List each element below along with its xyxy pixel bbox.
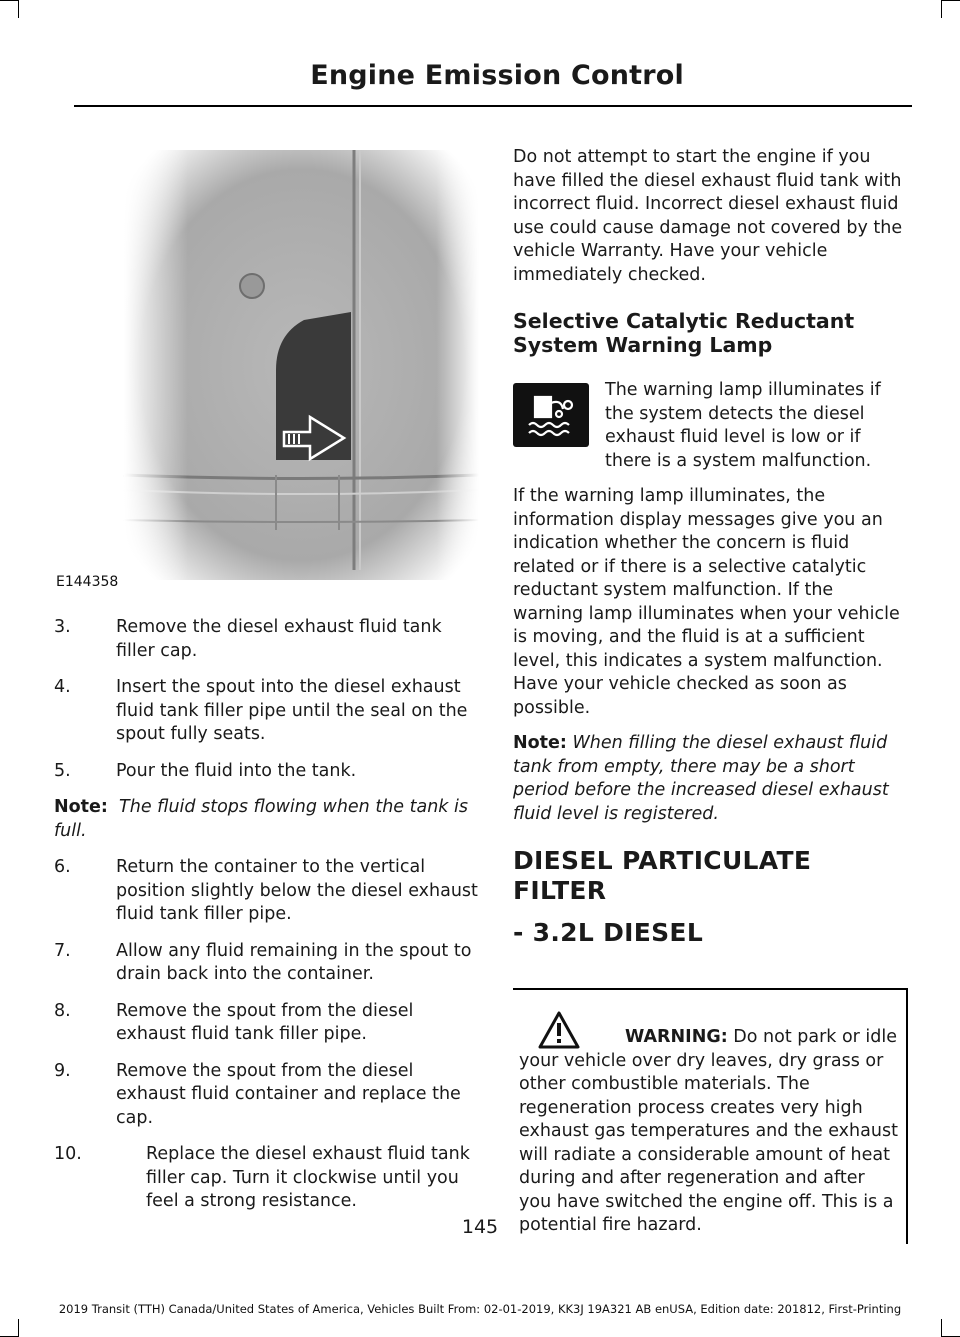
- warning-box: [513, 988, 908, 1244]
- step-text: Replace the diesel exhaust fluid tank filler cap. Turn it clockwise until you feel a strong resistance.: [146, 1144, 470, 1211]
- step-number: 6.: [54, 857, 71, 877]
- crop-mark: [18, 0, 19, 18]
- list-item: [54, 760, 479, 784]
- step-number: 8.: [54, 1000, 71, 1021]
- warning-lamp-block: [513, 379, 908, 473]
- right-column: [513, 146, 908, 1244]
- list-item: [54, 1000, 479, 1047]
- list-item: [54, 940, 479, 987]
- step-text: Pour the fluid into the tank.: [116, 760, 357, 781]
- fuel-door-illustration: [54, 120, 479, 590]
- lamp-description: The warning lamp illuminates if the system detects the diesel exhaust fluid level is low or if there is a system malfunction.: [605, 380, 881, 471]
- list-item: [54, 676, 479, 747]
- vehicle-side-image: [54, 120, 479, 590]
- step-number: 5.: [54, 760, 71, 781]
- figure-code: E144358: [56, 574, 119, 590]
- list-item: [54, 616, 479, 663]
- left-column: [54, 120, 479, 1227]
- note-label: Note:: [513, 733, 567, 753]
- step-number: 7.: [54, 940, 71, 961]
- warning-body: Do not park or idle your vehicle over dry leaves, dry grass or other combustible materials. The regeneration process creates very high exhaust gas temperatures and the exhaust will radiate a considerable amount of heat during and after regeneration and after you have switched the engine off. This is a potential fire hazard.: [519, 1027, 898, 1235]
- step-text: Remove the spout from the diesel exhaust fluid tank filler pipe.: [116, 1000, 414, 1044]
- note: [54, 796, 479, 843]
- def-warning-lamp-icon: [513, 383, 589, 447]
- crop-mark: [0, 0, 18, 1]
- page-title: Engine Emission Control: [310, 60, 684, 91]
- note-label: Note:: [54, 797, 108, 817]
- section-heading-scr: Selective Catalytic Reductant System Warning Lamp: [513, 309, 855, 357]
- step-number: 10.: [54, 1144, 82, 1164]
- step-text: Remove the spout from the diesel exhaust fluid container and replace the cap.: [116, 1060, 461, 1128]
- step-text: Remove the diesel exhaust fluid tank filler cap.: [116, 617, 442, 661]
- intro-paragraph: Do not attempt to start the engine if you have filled the diesel exhaust fluid tank with incorrect fluid. Incorrect diesel exhaust fluid use could cause damage not covered by the vehicle Warranty. Have your vehicle immediately checked.: [513, 147, 903, 285]
- note: [513, 732, 908, 826]
- note-text: The fluid stops flowing when the tank is full.: [54, 797, 468, 841]
- step-text: Return the container to the vertical position slightly below the diesel exhaust fluid tank filler pipe.: [116, 857, 478, 924]
- list-item: [54, 1060, 479, 1131]
- crop-mark: [941, 1319, 942, 1337]
- step-text: Allow any fluid remaining in the spout to drain back into the container.: [116, 940, 472, 984]
- step-number: 3.: [54, 617, 71, 637]
- note-text: When filling the diesel exhaust fluid tank from empty, there may be a short period before the increased diesel exhaust fluid level is registered.: [513, 733, 889, 824]
- footer-edition-line: 2019 Transit (TTH) Canada/United States of America, Vehicles Built From: 02-01-2019, KK3J 19A321 AB enUSA, Edition date: 201812, First-Printing: [58, 1302, 902, 1316]
- title-divider: [74, 105, 912, 107]
- list-item: [54, 856, 479, 927]
- crop-mark: [941, 0, 942, 18]
- step-text: Insert the spout into the diesel exhaust fluid tank filler pipe until the seal on the spout fully seats.: [116, 677, 468, 744]
- crop-mark: [942, 0, 960, 1]
- list-item: [54, 1143, 479, 1214]
- step-number: 4.: [54, 677, 71, 697]
- procedure-steps: [54, 616, 479, 1214]
- warning-triangle-icon: [537, 1010, 581, 1050]
- section-heading-dpf: DIESEL PARTICULATE FILTER: [513, 846, 812, 905]
- warning-text: [519, 1026, 900, 1238]
- page-number: 145: [461, 1216, 499, 1238]
- lamp-paragraph: If the warning lamp illuminates, the information display messages give you an indication whether the concern is fluid related or if there is a selective catalytic reductant system malfunction. If the warning lamp illuminates when your vehicle is moving, and the fluid is at a sufficient level, this indicates a system malfunction. Have your vehicle checked as soon as possible.: [513, 486, 900, 718]
- section-heading-dpf-sub: - 3.2L DIESEL: [513, 918, 704, 947]
- step-number: 9.: [54, 1060, 71, 1081]
- crop-mark: [18, 1319, 19, 1337]
- warning-label: WARNING:: [625, 1027, 728, 1047]
